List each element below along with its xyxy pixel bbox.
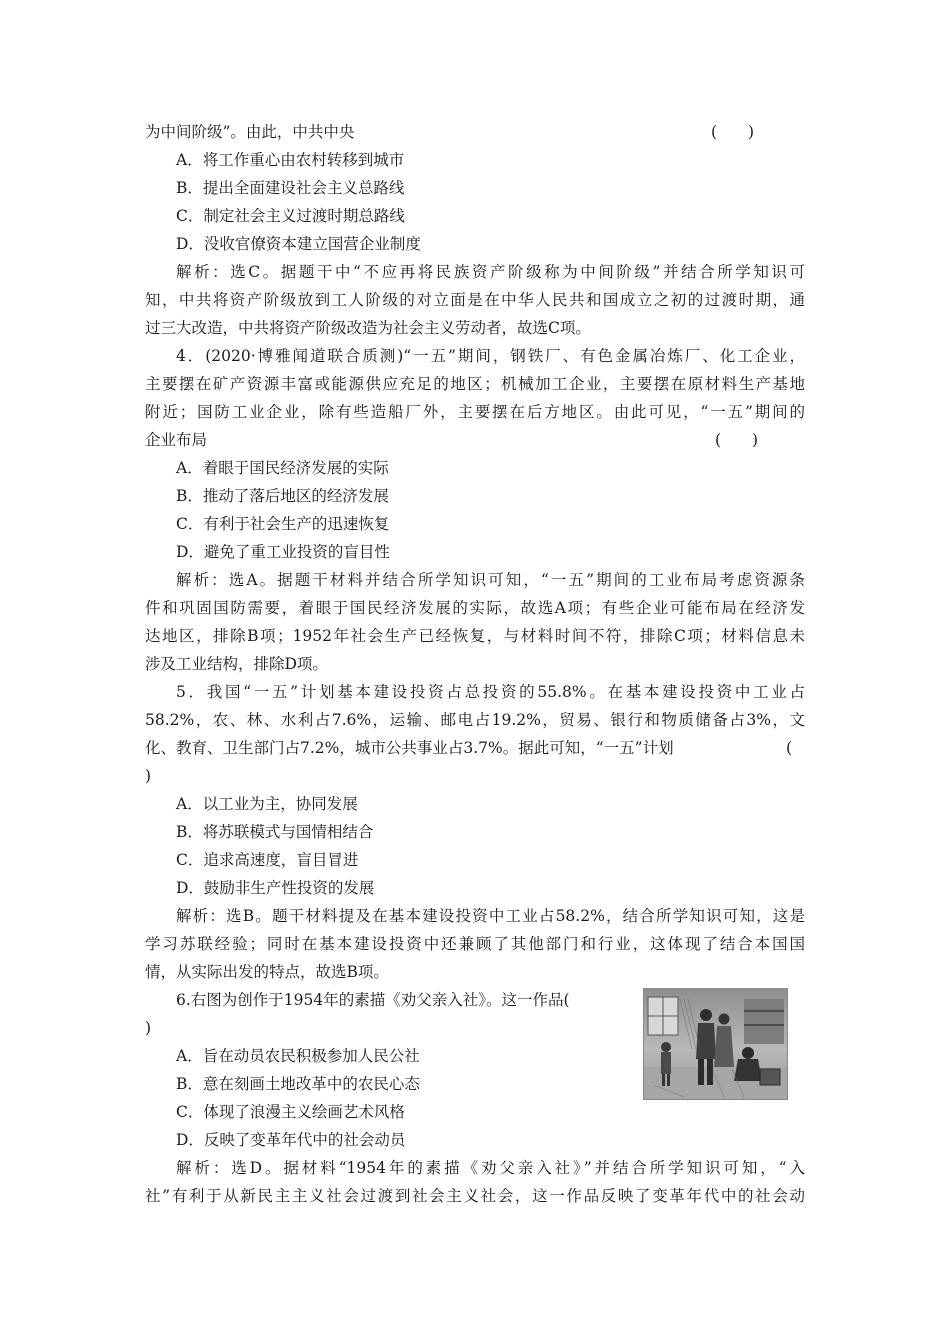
sketch-illustration	[643, 988, 788, 1100]
answer-bracket-close: )	[145, 1019, 152, 1037]
analysis-line: 情，从实际出发的特点，故选B项。	[145, 963, 389, 981]
option-b: B．提出全面建设社会主义总路线	[176, 179, 405, 197]
option-d: D．没收官僚资本建立国营企业制度	[176, 235, 421, 253]
question-4-stem: 附近；国防工业企业，除有些造船厂外，主要摆在后方地区。由此可见，“一五”期间的	[145, 403, 805, 421]
analysis-line: 社”有利于从新民主主义社会过渡到社会主义社会，这一作品反映了变革年代中的社会动	[145, 1187, 805, 1205]
analysis-line: 达地区，排除B项；1952年社会生产已经恢复，与材料时间不符，排除C项；材料信息未	[145, 627, 805, 645]
analysis-line: 解析：选D。据材料“1954年的素描《劝父亲入社》”并结合所学知识可知，“入	[176, 1159, 805, 1177]
question-3-stem-end: 为中间阶级”。由此，中共中央 ( )	[145, 118, 805, 146]
analysis-line: 件和巩固国防需要，着眼于国民经济发展的实际，故选A项；有些企业可能布局在经济发	[145, 599, 805, 617]
option-a: A．旨在动员农民积极参加人民公社	[176, 1047, 420, 1065]
option-d: D．反映了变革年代中的社会动员	[176, 1131, 406, 1149]
question-4-stem: 4．(2020·博雅闻道联合质测)“一五”期间，钢铁厂、有色金属冶炼厂、化工企业，	[176, 347, 805, 365]
answer-bracket-close: )	[145, 767, 152, 785]
option-d: D．避免了重工业投资的盲目性	[176, 543, 390, 561]
option-a: A．将工作重心由农村转移到城市	[176, 151, 405, 169]
analysis-line: 解析：选A。据题干材料并结合所学知识可知，“一五”期间的工业布局考虑资源条	[176, 571, 805, 589]
question-4-stem: 企业布局 ( )	[145, 426, 805, 454]
question-5-stem: 58.2%，农、林、水利占7.6%，运输、邮电占19.2%，贸易、银行和物质储备占3%，文	[145, 711, 805, 729]
option-d: D．鼓励非生产性投资的发展	[176, 879, 375, 897]
option-a: A．以工业为主，协同发展	[176, 795, 358, 813]
answer-bracket: ( )	[711, 123, 755, 141]
answer-bracket: ( )	[715, 431, 759, 449]
analysis-line: 解析：选C。据题干中“不应再将民族资产阶级称为中间阶级”并结合所学知识可	[176, 263, 805, 281]
analysis-line: 过三大改造，中共将资产阶级改造为社会主义劳动者，故选C项。	[145, 319, 591, 337]
option-b: B．意在刻画土地改革中的农民心态	[176, 1075, 420, 1093]
option-b: B．将苏联模式与国情相结合	[176, 823, 374, 841]
answer-bracket-open: (	[786, 739, 793, 757]
sketch-drawing	[644, 989, 787, 1099]
option-b: B．推动了落后地区的经济发展	[176, 487, 389, 505]
question-4-stem: 主要摆在矿产资源丰富或能源供应充足的地区；机械加工企业，主要摆在原材料生产基地	[145, 375, 805, 393]
analysis-line: 学习苏联经验；同时在基本建设投资中还兼顾了其他部门和行业，这体现了结合本国国	[145, 935, 805, 953]
analysis-line: 知，中共将资产阶级放到工人阶级的对立面是在中华人民共和国成立之初的过渡时期，通	[145, 291, 805, 309]
option-c: C．追求高速度，盲目冒进	[176, 851, 359, 869]
analysis-line: 解析：选B。题干材料提及在基本建设投资中工业占58.2%，结合所学知识可知，这是	[176, 907, 805, 925]
option-c: C．体现了浪漫主义绘画艺术风格	[176, 1103, 405, 1121]
option-a: A．着眼于国民经济发展的实际	[176, 459, 389, 477]
question-5-stem: 化、教育、卫生部门占7.2%，城市公共事业占3.7%。据此可知，“一五”计划 (	[145, 734, 805, 762]
question-6-stem: 6.右图为创作于1954年的素描《劝父亲入社》。这一作品(	[176, 991, 570, 1009]
analysis-line: 涉及工业结构，排除D项。	[145, 655, 328, 673]
option-c: C．制定社会主义过渡时期总路线	[176, 207, 405, 225]
option-c: C．有利于社会生产的迅速恢复	[176, 515, 390, 533]
question-5-stem: 5．我国“一五”计划基本建设投资占总投资的55.8%。在基本建设投资中工业占	[176, 683, 805, 701]
